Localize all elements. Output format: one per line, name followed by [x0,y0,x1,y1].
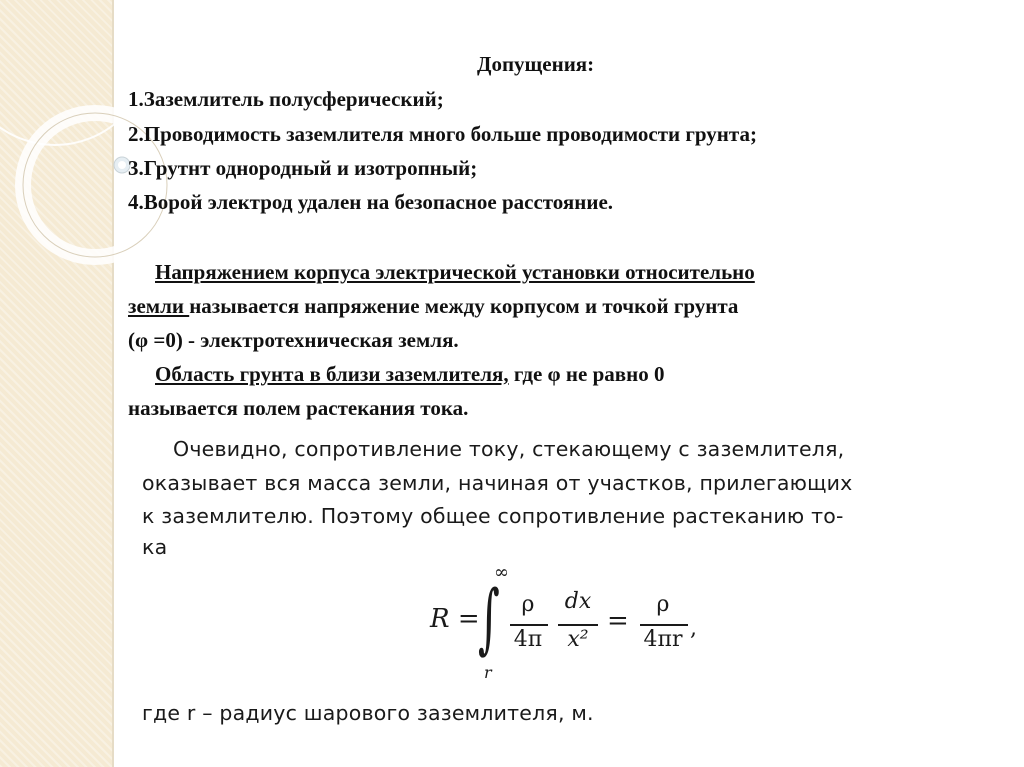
fraction-3-numerator: ρ [656,592,670,617]
voltage-definition-text: называется напряжение между корпусом и точкой грунта [189,294,739,318]
field-definition-line-1 [155,361,664,387]
fraction-1-numerator: ρ [521,592,535,617]
fraction-1-bar [510,624,548,626]
formula-lhs: R = [430,604,480,634]
formula-equals: = [607,606,629,636]
voltage-definition-line-2 [128,293,738,319]
voltage-definition-term: Напряжением корпуса электрической установки относительно [155,260,755,284]
fraction-2-numerator: dx [564,589,592,614]
fraction-3-bar [640,624,688,626]
fraction-2-denominator: x² [567,627,589,652]
integral-sign: ∫ [478,573,500,662]
scan-line-1: Очевидно, сопротивление току, стекающему с заземлителя, [173,437,845,461]
lower-limit: r [484,663,492,682]
assumption-item-2: 2.Проводимость заземлителя много больше проводимости грунта; [128,122,757,146]
formula-comma: , [690,616,697,641]
assumption-item-3: 3.Грутнт однородный и изотропный; [128,156,478,180]
scan-line-2: оказывает вся масса земли, начиная от участков, прилегающих [142,471,853,495]
voltage-definition-term-end: земли [128,294,190,318]
fraction-3-denominator: 4πr [643,627,683,652]
field-definition-term: Область грунта в близи заземлителя, [155,362,509,386]
field-definition-line-2: называется полем растекания тока. [128,396,469,420]
voltage-definition-line-3: (φ =0) - электротехническая земля. [128,328,459,352]
scan-line-4: ка [142,535,168,559]
assumption-item-1: 1.Заземлитель полусферический; [128,87,444,111]
upper-limit: ∞ [494,562,509,583]
assumption-item-4: 4.Ворой электрод удален на безопасное расстояние. [128,190,614,214]
fraction-2-bar [558,624,598,626]
assumptions-heading: Допущения: [477,52,595,76]
radius-explanation: где r – радиус шарового заземлителя, м. [142,701,594,725]
scan-line-3: к заземлителю. Поэтому общее сопротивление растеканию то- [142,504,844,528]
field-definition-text: где φ не равно 0 [508,362,665,386]
fraction-1-denominator: 4π [513,627,543,652]
